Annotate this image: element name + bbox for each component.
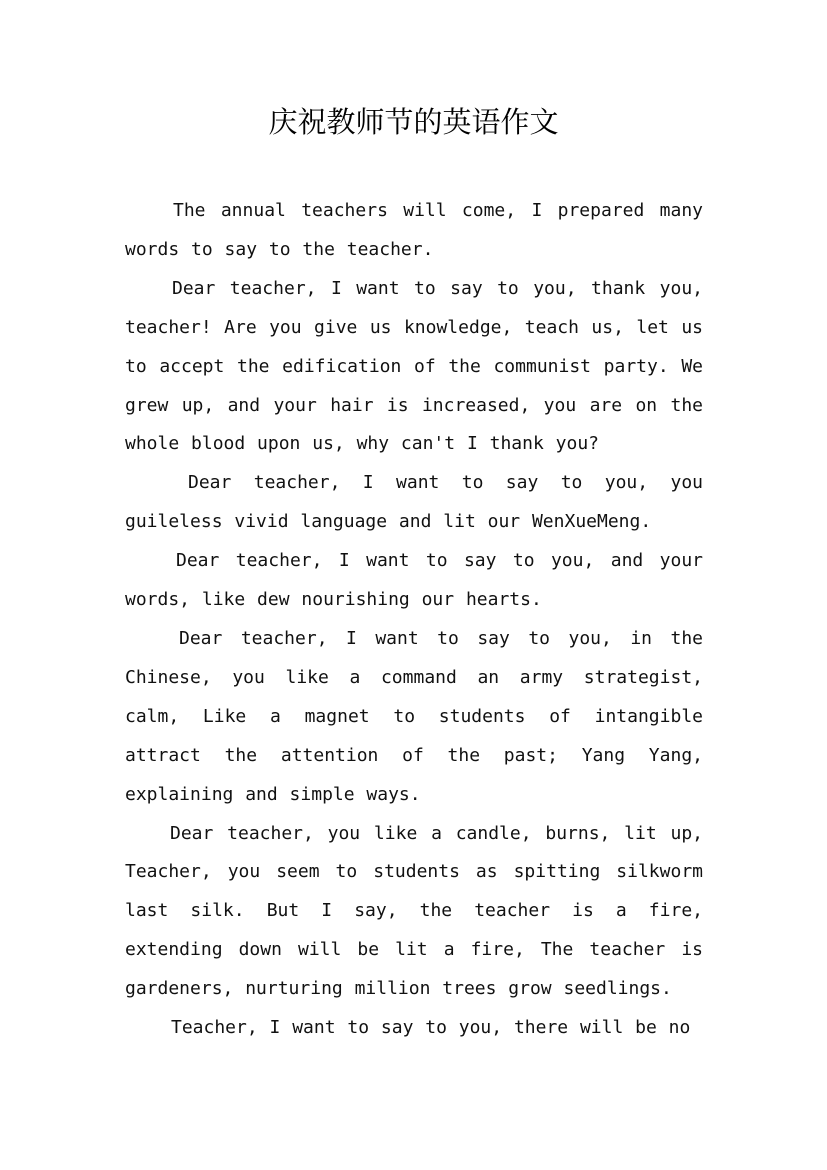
paragraph: Dear teacher, you like a candle, burns, lit up, Teacher, you seem to students as spitting silkworm last silk. But I say, the teacher is a fire, extending down will be lit a fire, The teacher is gardeners, nurturing million trees grow seedlings. <box>125 822 703 1000</box>
paragraph: Dear teacher, I want to say to you, in the Chinese, you like a command an army strategist, calm, Like a magnet to students of intangible attract the attention of the past; Yang Yang, explaining and simple ways. <box>125 627 703 805</box>
paragraph: The annual teachers will come, I prepared many words to say to the teacher. <box>125 200 703 260</box>
paragraph: Dear teacher, I want to say to you, you guileless vivid language and lit our WenXueMeng. <box>125 472 703 533</box>
paragraph: Dear teacher, I want to say to you, thank you, teacher! Are you give us knowledge, teach us, let us to accept the edification of the communist party. We grew up, and your hair is increased, you are on the whole blood upon us, why can't I thank you? <box>125 277 703 455</box>
document-title: 庆祝教师节的英语作文 <box>268 105 559 139</box>
paragraph: Teacher, I want to say to you, there will be no <box>171 1017 691 1039</box>
paragraph: Dear teacher, I want to say to you, and your words, like dew nourishing our hearts. <box>125 550 703 611</box>
document-body <box>125 192 703 1048</box>
